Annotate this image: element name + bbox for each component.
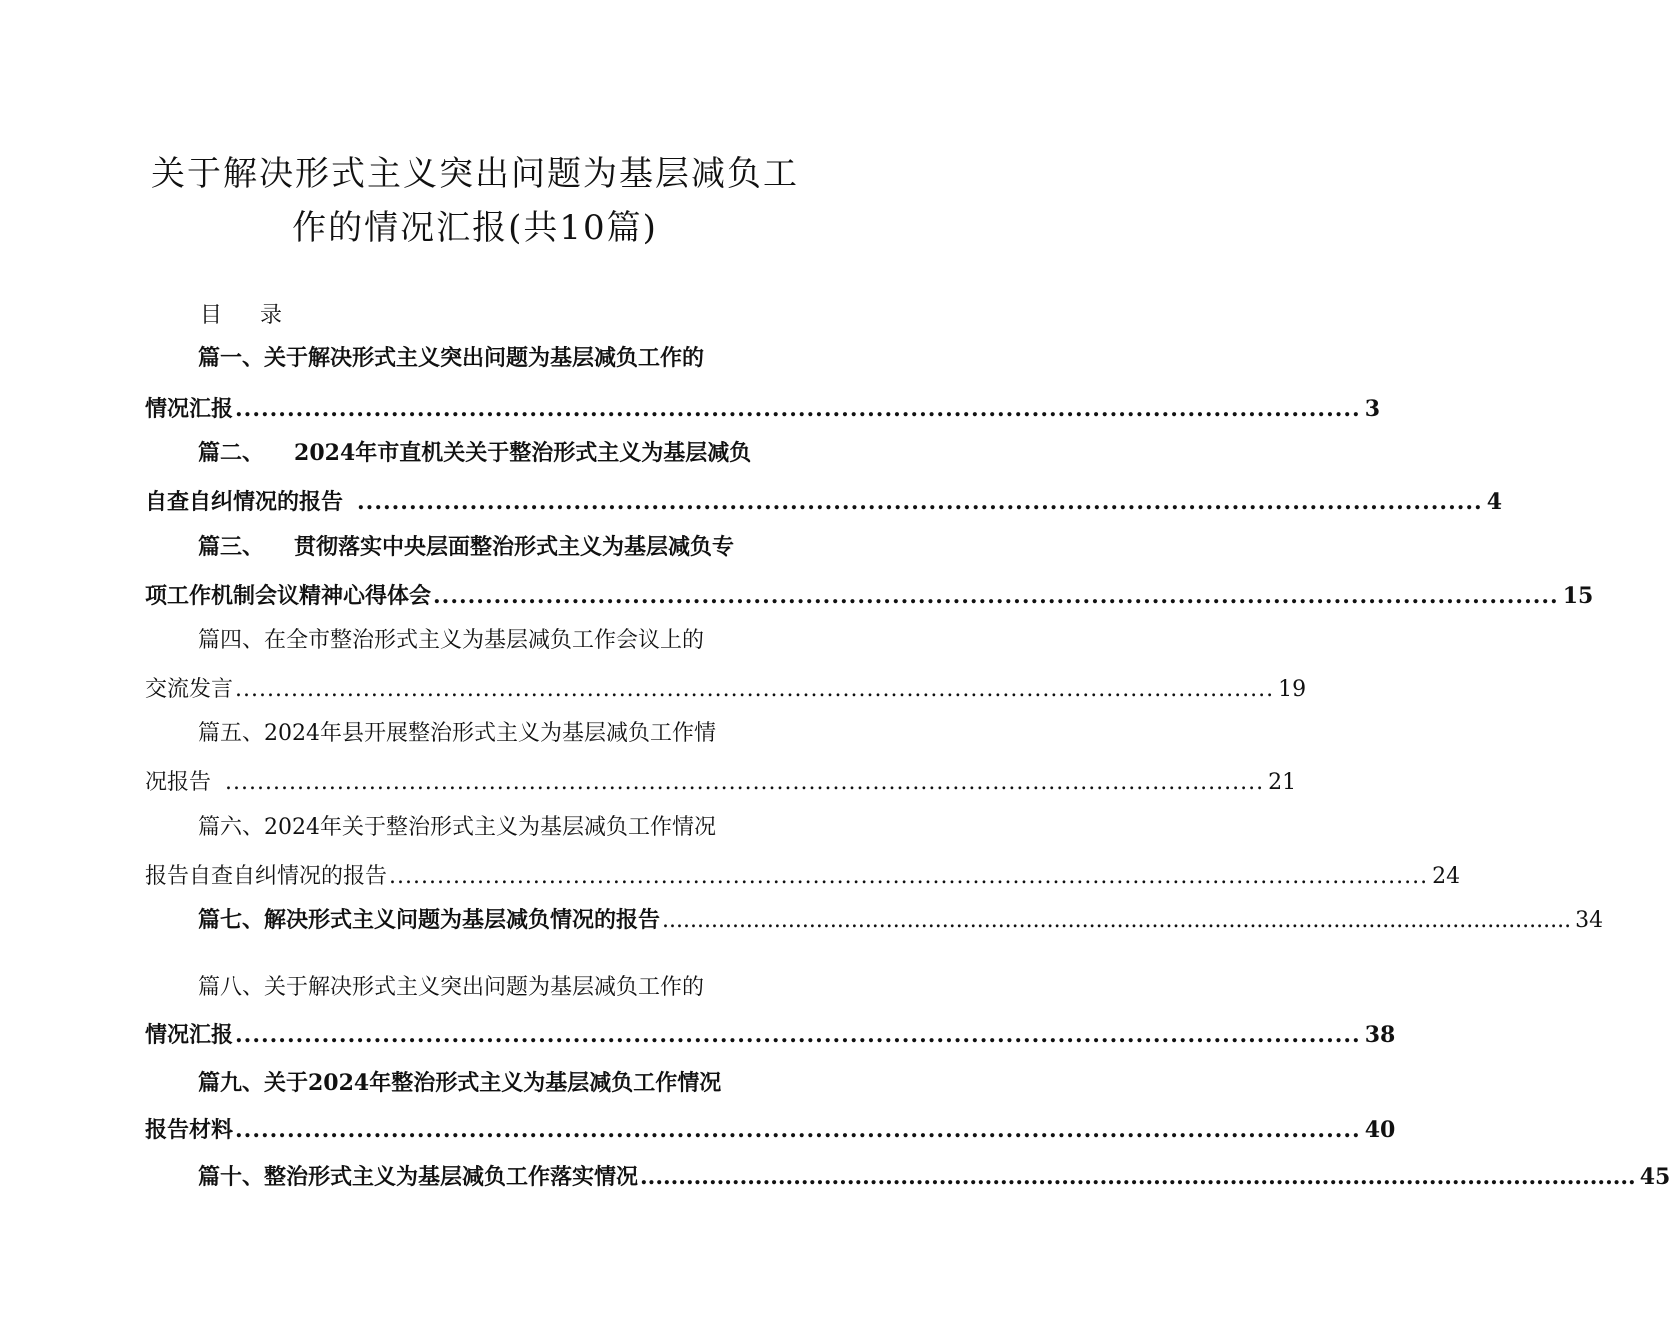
toc-leader-dots: ..................................................................................................................................: [389, 864, 1429, 889]
toc-entry-10-page: 45: [1639, 1164, 1670, 1190]
toc-heading-part-2: 录: [260, 303, 283, 328]
toc-leader-dots: ..................................................................................................................................: [235, 1117, 1361, 1143]
toc-leader-dots: ..................................................................................................................................: [225, 770, 1265, 795]
toc-entry-7[interactable]: [198, 905, 1604, 936]
toc-entry-3-page: 15: [1562, 583, 1594, 609]
toc-entry-1-title[interactable]: 篇一、关于解决形式主义突出问题为基层减负工作的: [198, 345, 705, 371]
toc-entry-4-page: 19: [1278, 677, 1307, 702]
toc-entry-8-continuation[interactable]: [145, 1020, 1396, 1050]
toc-leader-dots: ..................................................................................................................................: [235, 396, 1361, 422]
toc-entry-2-page: 4: [1486, 489, 1503, 515]
toc-entry-9-text: 报告材料: [145, 1117, 234, 1143]
toc-entry-6-text: 报告自查自纠情况的报告: [145, 864, 388, 889]
toc-entry-3-label: 篇三、: [198, 534, 265, 560]
toc-entry-7-page: 34: [1575, 908, 1604, 933]
toc-entry-6-title[interactable]: 篇六、2024年关于整治形式主义为基层减负工作情况: [198, 815, 716, 840]
toc-entry-3-title[interactable]: [198, 532, 734, 562]
toc-entry-1-page: 3: [1364, 396, 1381, 422]
toc-entry-10-text: 篇十、整治形式主义为基层减负工作落实情况: [198, 1164, 639, 1190]
toc-entry-3-continuation[interactable]: [145, 581, 1594, 611]
toc-entry-1-continuation[interactable]: [145, 394, 1381, 424]
toc-heading: [200, 298, 282, 329]
toc-leader-dots: ..................................................................................................................................: [433, 583, 1559, 609]
toc-entry-4-continuation[interactable]: [145, 675, 1307, 705]
toc-entry-2-continuation[interactable]: [145, 487, 1503, 517]
toc-entry-5-page: 21: [1268, 770, 1297, 795]
toc-entry-3-text: 项工作机制会议精神心得体会: [145, 583, 432, 609]
toc-entry-2-title[interactable]: [198, 438, 751, 468]
toc-entry-2-text: 自查自纠情况的报告: [145, 489, 344, 515]
toc-entry-3-text-a: 贯彻落实中央层面整治形式主义为基层减负专: [294, 534, 735, 560]
toc-entry-5-text: 况报告: [145, 770, 212, 795]
toc-entry-4-title[interactable]: 篇四、在全市整治形式主义为基层减负工作会议上的: [198, 628, 705, 653]
toc-heading-part-1: 目: [200, 303, 223, 328]
toc-entry-1-text: 情况汇报: [145, 396, 234, 422]
toc-leader-dots: ..................................................................................................................................: [662, 908, 1572, 933]
document-title-line-2: 作的情况汇报(共10篇): [292, 208, 658, 248]
toc-entry-9-page: 40: [1364, 1117, 1396, 1143]
toc-entry-8-text: 情况汇报: [145, 1022, 234, 1048]
toc-entry-4-text: 交流发言: [145, 677, 234, 702]
toc-leader-dots: ..................................................................................................................................: [235, 1022, 1361, 1048]
toc-leader-dots: ..................................................................................................................................: [235, 677, 1275, 702]
toc-leader-dots: ..................................................................................................................................: [640, 1164, 1636, 1190]
toc-entry-6-continuation[interactable]: [145, 862, 1461, 892]
toc-entry-8-page: 38: [1364, 1022, 1396, 1048]
toc-entry-10[interactable]: [198, 1162, 1670, 1192]
toc-entry-9-title[interactable]: 篇九、关于2024年整治形式主义为基层减负工作情况: [198, 1070, 722, 1096]
toc-entry-2-label: 篇二、: [198, 440, 265, 466]
toc-entry-6-page: 24: [1432, 864, 1461, 889]
toc-entry-5-title[interactable]: 篇五、2024年县开展整治形式主义为基层减负工作情: [198, 721, 716, 746]
toc-entry-2-text-a: 2024年市直机关关于整治形式主义为基层减负: [294, 440, 752, 466]
toc-leader-dots: ..................................................................................................................................: [357, 489, 1483, 515]
toc-entry-5-continuation[interactable]: [145, 768, 1297, 798]
toc-entry-8-title[interactable]: 篇八、关于解决形式主义突出问题为基层减负工作的: [198, 975, 705, 1000]
toc-entry-9-continuation[interactable]: [145, 1115, 1396, 1145]
toc-entry-7-text: 篇七、解决形式主义问题为基层减负情况的报告: [198, 907, 661, 933]
document-title-line-1: 关于解决形式主义突出问题为基层减负工: [151, 154, 799, 194]
